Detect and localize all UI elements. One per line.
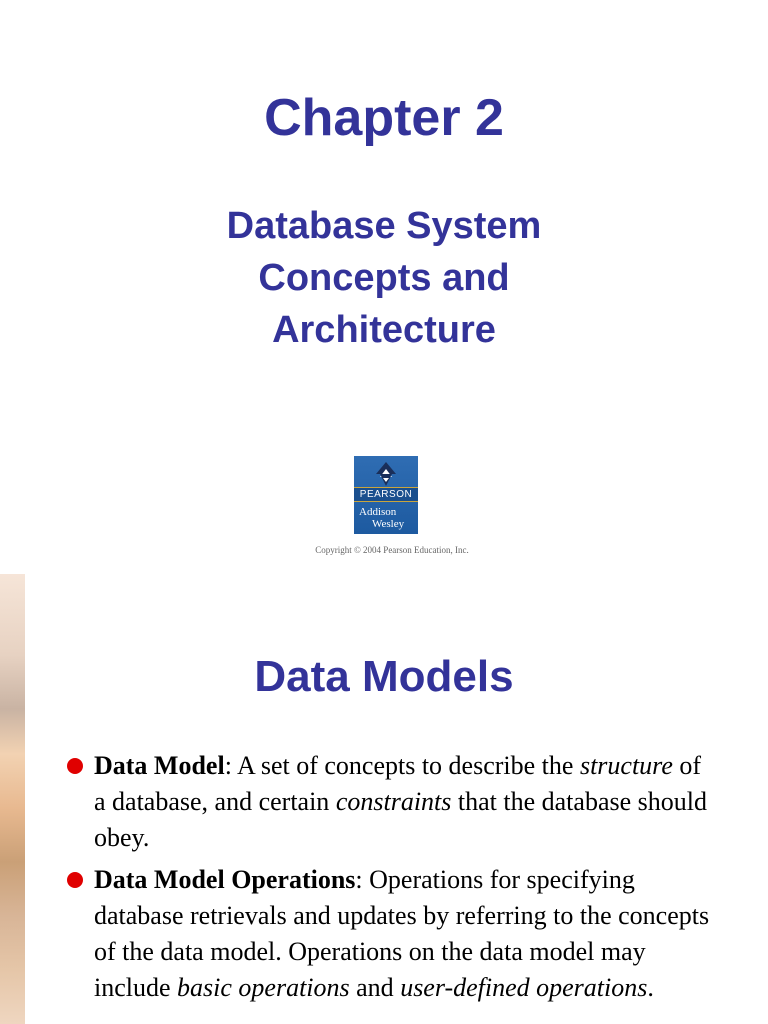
subtitle-line-1: Database System xyxy=(226,205,542,247)
logo-line-2: Wesley xyxy=(372,518,405,530)
bullet-dot-icon xyxy=(67,758,83,774)
logo-line-1: Addison xyxy=(359,506,397,518)
bullet-text: : A set of concepts to describe the xyxy=(224,751,580,780)
data-models-slide xyxy=(0,574,768,1024)
chapter-subtitle xyxy=(0,200,768,356)
sidebar-background-image xyxy=(0,574,25,1024)
bullet-emphasis: structure xyxy=(579,751,673,780)
pearson-triangle-icon xyxy=(376,462,396,486)
copyright-notice: Copyright © 2004 Pearson Education, Inc. xyxy=(315,545,469,555)
bullet-text: and xyxy=(349,973,401,1002)
bullet-term: Data Model Operations xyxy=(94,865,356,894)
subtitle-line-2: Concepts and xyxy=(258,257,510,299)
bullet-text: of a database, and certain xyxy=(94,751,702,816)
pearson-addison-wesley-logo xyxy=(354,456,418,534)
bullet-text: : Operations for specifying database retrievals and updates by referring to the concepts of the data model. Operations on the data model may include xyxy=(94,865,710,1002)
bullet-emphasis: basic operations xyxy=(177,973,350,1002)
subtitle-line-3: Architecture xyxy=(272,309,496,351)
logo-brand: PEARSON xyxy=(354,487,418,502)
bullet-emphasis: user-defined operations xyxy=(400,973,648,1002)
bullet-item xyxy=(94,748,712,856)
chapter-title: Chapter 2 xyxy=(264,89,504,147)
bullet-term: Data Model xyxy=(94,751,225,780)
bullet-dot-icon xyxy=(67,872,83,888)
bullet-item xyxy=(94,862,712,1006)
bullet-text: . xyxy=(647,973,654,1002)
bullet-text: that the database should obey. xyxy=(94,787,707,852)
slide-title: Data Models xyxy=(254,652,514,701)
bullet-emphasis: constraints xyxy=(335,787,452,816)
